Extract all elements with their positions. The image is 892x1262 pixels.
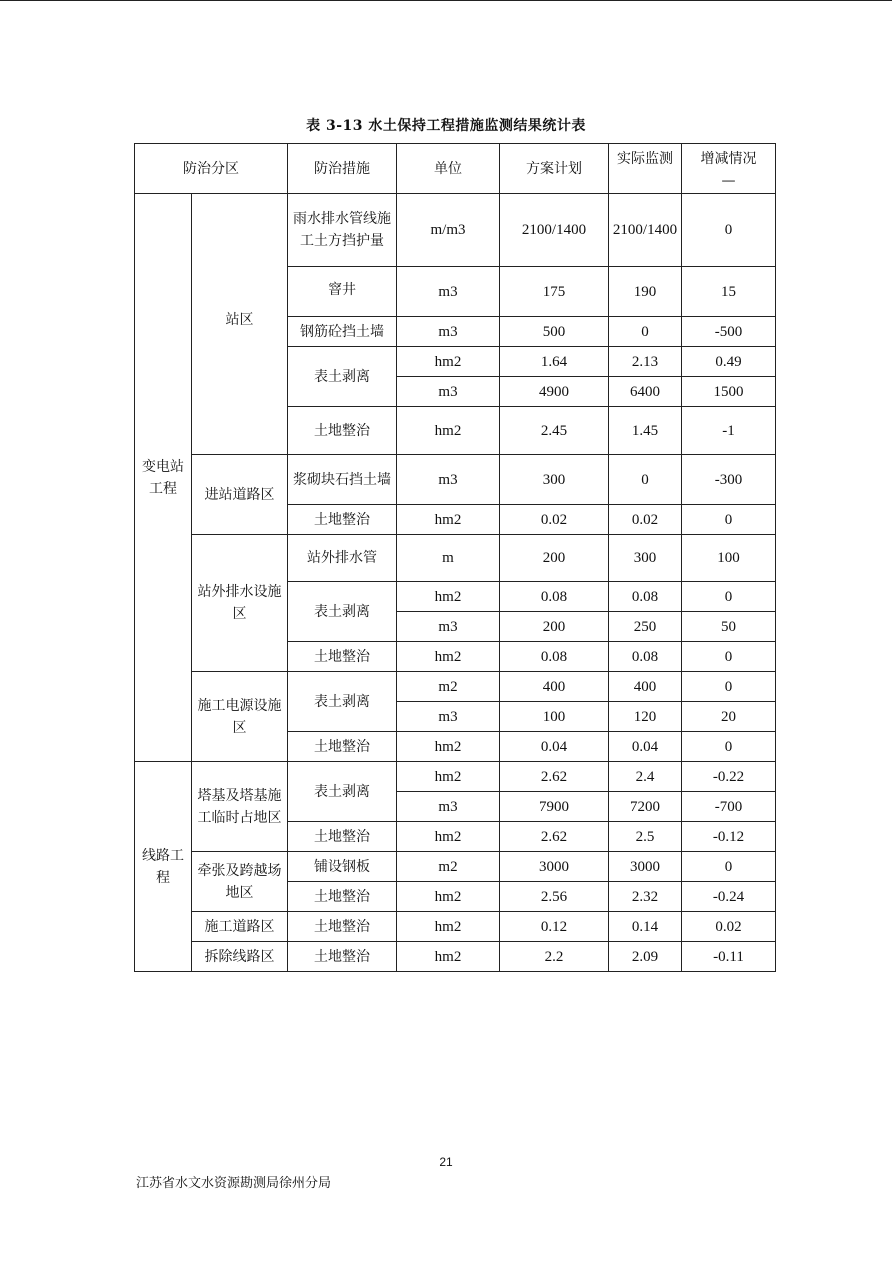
plan-cell: 500 (500, 317, 609, 347)
measure-cell: 表土剥离 (288, 582, 397, 642)
change-cell: 50 (682, 612, 776, 642)
unit-cell: hm2 (397, 822, 500, 852)
change-cell: 0 (682, 642, 776, 672)
change-cell: 0 (682, 582, 776, 612)
table-row (135, 912, 776, 942)
change-cell: 1500 (682, 377, 776, 407)
unit-cell: m/m3 (397, 194, 500, 267)
unit-cell: hm2 (397, 882, 500, 912)
unit-cell: hm2 (397, 582, 500, 612)
measure-cell: 表土剥离 (288, 672, 397, 732)
unit-cell: hm2 (397, 732, 500, 762)
header-unit: 单位 (397, 144, 500, 194)
subzone-tension: 牵张及跨越场地区 (192, 852, 288, 912)
change-cell: 0 (682, 194, 776, 267)
unit-cell: m3 (397, 455, 500, 505)
actual-cell: 3000 (609, 852, 682, 882)
header-zone: 防治分区 (135, 144, 288, 194)
plan-cell: 2.2 (500, 942, 609, 972)
header-row (135, 144, 776, 194)
actual-cell: 6400 (609, 377, 682, 407)
unit-cell: m2 (397, 852, 500, 882)
actual-cell: 300 (609, 535, 682, 582)
unit-cell: m3 (397, 267, 500, 317)
plan-cell: 2.56 (500, 882, 609, 912)
group-substation: 变电站工程 (135, 194, 192, 762)
table-caption: 表 3-13 水土保持工程措施监测结果统计表 (306, 118, 586, 134)
header-change-label: 增减情况 (700, 151, 757, 167)
actual-cell: 2.13 (609, 347, 682, 377)
table-row (135, 194, 776, 267)
measure-cell: 土地整治 (288, 732, 397, 762)
measure-cell: 土地整治 (288, 822, 397, 852)
change-cell: 20 (682, 702, 776, 732)
measure-cell: 浆砌块石挡土墙 (288, 455, 397, 505)
plan-cell: 3000 (500, 852, 609, 882)
unit-cell: hm2 (397, 407, 500, 455)
plan-cell: 7900 (500, 792, 609, 822)
top-border-line (0, 0, 892, 1)
subzone-demolition: 拆除线路区 (192, 942, 288, 972)
change-cell: -0.22 (682, 762, 776, 792)
actual-cell: 2.5 (609, 822, 682, 852)
measure-cell: 雨水排水管线施工土方挡护量 (288, 194, 397, 267)
change-cell: -500 (682, 317, 776, 347)
plan-cell: 2100/1400 (500, 194, 609, 267)
unit-cell: hm2 (397, 347, 500, 377)
subzone-tower: 塔基及塔基施工临时占地区 (192, 762, 288, 852)
plan-cell: 0.02 (500, 505, 609, 535)
plan-cell: 2.62 (500, 762, 609, 792)
measure-cell: 表土剥离 (288, 347, 397, 407)
actual-cell: 190 (609, 267, 682, 317)
page-number: 21 (439, 1155, 453, 1169)
header-measure: 防治措施 (288, 144, 397, 194)
unit-cell: hm2 (397, 642, 500, 672)
change-cell: -300 (682, 455, 776, 505)
measure-cell: 土地整治 (288, 882, 397, 912)
measure-cell: 土地整治 (288, 912, 397, 942)
unit-cell: m (397, 535, 500, 582)
subzone-drainage: 站外排水设施区 (192, 535, 288, 672)
header-change (682, 144, 776, 194)
actual-cell: 0 (609, 317, 682, 347)
plan-cell: 0.12 (500, 912, 609, 942)
change-cell: 0 (682, 505, 776, 535)
change-cell: 0.49 (682, 347, 776, 377)
measure-cell: 铺设钢板 (288, 852, 397, 882)
unit-cell: hm2 (397, 912, 500, 942)
measure-cell: 土地整治 (288, 505, 397, 535)
measure-cell: 钢筋砼挡土墙 (288, 317, 397, 347)
plan-cell: 200 (500, 535, 609, 582)
header-actual: 实际监测 (609, 144, 682, 194)
actual-cell: 0.04 (609, 732, 682, 762)
actual-cell: 0.08 (609, 642, 682, 672)
measure-cell: 土地整治 (288, 407, 397, 455)
change-cell: -1 (682, 407, 776, 455)
measure-cell: 表土剥离 (288, 762, 397, 822)
monitoring-results-table (134, 143, 776, 972)
subzone-power: 施工电源设施区 (192, 672, 288, 762)
subzone-construction-road: 施工道路区 (192, 912, 288, 942)
unit-cell: m3 (397, 702, 500, 732)
change-cell: 0 (682, 672, 776, 702)
measure-cell: 土地整治 (288, 642, 397, 672)
change-cell: 0 (682, 732, 776, 762)
plan-cell: 300 (500, 455, 609, 505)
actual-cell: 0.08 (609, 582, 682, 612)
plan-cell: 200 (500, 612, 609, 642)
table-row (135, 762, 776, 792)
plan-cell: 0.04 (500, 732, 609, 762)
unit-cell: m2 (397, 672, 500, 702)
measure-cell: 土地整治 (288, 942, 397, 972)
change-cell: -0.12 (682, 822, 776, 852)
unit-cell: m3 (397, 317, 500, 347)
unit-cell: hm2 (397, 505, 500, 535)
change-cell: -0.11 (682, 942, 776, 972)
unit-cell: m3 (397, 612, 500, 642)
unit-cell: m3 (397, 377, 500, 407)
change-cell: 0 (682, 852, 776, 882)
plan-cell: 0.08 (500, 642, 609, 672)
table-row (135, 455, 776, 505)
actual-cell: 0.02 (609, 505, 682, 535)
unit-cell: m3 (397, 792, 500, 822)
unit-cell: hm2 (397, 762, 500, 792)
actual-cell: 2.09 (609, 942, 682, 972)
header-plan: 方案计划 (500, 144, 609, 194)
plan-cell: 4900 (500, 377, 609, 407)
actual-cell: 0 (609, 455, 682, 505)
actual-cell: 400 (609, 672, 682, 702)
subzone-access-road: 进站道路区 (192, 455, 288, 535)
actual-cell: 250 (609, 612, 682, 642)
header-change-sub: — (721, 173, 736, 189)
plan-cell: 2.62 (500, 822, 609, 852)
actual-cell: 2.4 (609, 762, 682, 792)
actual-cell: 1.45 (609, 407, 682, 455)
plan-cell: 2.45 (500, 407, 609, 455)
table-row (135, 942, 776, 972)
plan-cell: 100 (500, 702, 609, 732)
organization-footer: 江苏省水文水资源勘测局徐州分局 (136, 1176, 332, 1191)
change-cell: -0.24 (682, 882, 776, 912)
group-line: 线路工程 (135, 762, 192, 972)
actual-cell: 2.32 (609, 882, 682, 912)
actual-cell: 7200 (609, 792, 682, 822)
plan-cell: 400 (500, 672, 609, 702)
measure-cell: 站外排水管 (288, 535, 397, 582)
change-cell: -700 (682, 792, 776, 822)
subzone-station: 站区 (192, 194, 288, 455)
actual-cell: 0.14 (609, 912, 682, 942)
plan-cell: 0.08 (500, 582, 609, 612)
change-cell: 0.02 (682, 912, 776, 942)
change-cell: 100 (682, 535, 776, 582)
plan-cell: 1.64 (500, 347, 609, 377)
table-row (135, 852, 776, 882)
change-cell: 15 (682, 267, 776, 317)
plan-cell: 175 (500, 267, 609, 317)
table-row (135, 672, 776, 702)
unit-cell: hm2 (397, 942, 500, 972)
actual-cell: 2100/1400 (609, 194, 682, 267)
measure-cell: 窨井 (288, 267, 397, 317)
actual-cell: 120 (609, 702, 682, 732)
table-row (135, 535, 776, 582)
